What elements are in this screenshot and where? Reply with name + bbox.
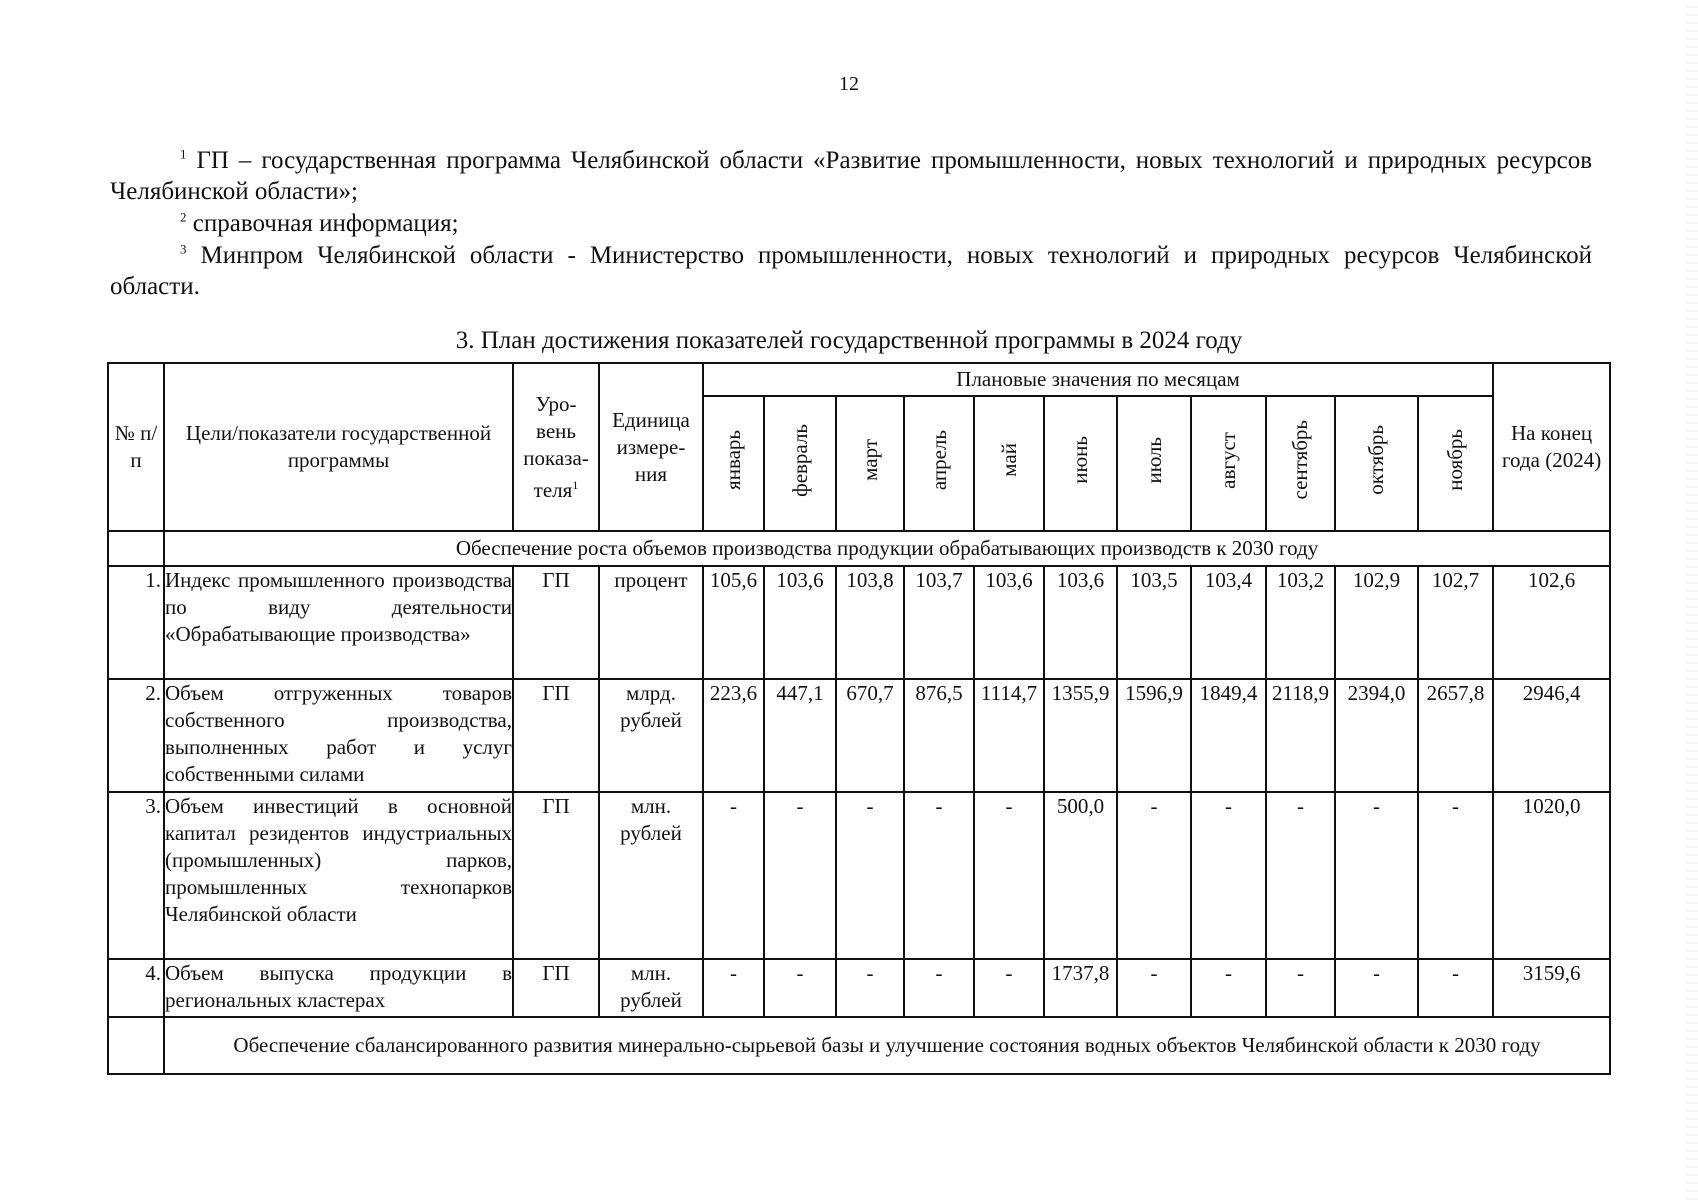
row-unit: млн. рублей — [599, 792, 703, 959]
value-cell: 2118,9 — [1266, 679, 1335, 792]
month-label: январь — [721, 430, 745, 490]
month-header — [1335, 396, 1418, 531]
row-name: Объем инвестиций в основной капитал резидентов индустриальных (промышленных) парков, промышленных технопарков Челябинской области — [164, 792, 513, 959]
footnote-1 — [110, 145, 1592, 207]
value-cell: - — [904, 959, 974, 1017]
year-end-cell: 1020,0 — [1493, 792, 1610, 959]
value-cell: - — [836, 792, 904, 959]
month-label: апрель — [926, 429, 951, 491]
header-level-text: Уро-вень показа-теля — [523, 391, 589, 502]
month-label: март — [857, 439, 882, 481]
indicators-table — [107, 362, 1611, 1075]
month-header — [1044, 396, 1117, 531]
month-header — [974, 396, 1044, 531]
value-cell: - — [1266, 959, 1335, 1017]
value-cell: - — [1191, 792, 1266, 959]
footnote-mark: 1 — [180, 146, 187, 162]
footnote-3 — [110, 240, 1592, 302]
value-cell: 103,6 — [1044, 566, 1117, 679]
value-cell: 103,2 — [1266, 566, 1335, 679]
header-num: № п/п — [108, 363, 164, 531]
month-header — [1117, 396, 1191, 531]
value-cell: 103,5 — [1117, 566, 1191, 679]
header-year-end: На конец года (2024) — [1493, 363, 1610, 531]
row-unit: млн. рублей — [599, 959, 703, 1017]
month-label: июль — [1141, 436, 1166, 484]
value-cell: - — [904, 792, 974, 959]
section-title: 3. План достижения показателей государственной программы в 2024 году — [455, 327, 1243, 354]
row-num: 3. — [108, 792, 164, 959]
month-label: сентябрь — [1288, 420, 1312, 500]
value-cell: - — [836, 959, 904, 1017]
header-monthly-group: Плановые значения по месяцам — [703, 363, 1493, 396]
value-cell: 103,8 — [836, 566, 904, 679]
row-level: ГП — [513, 679, 599, 792]
header-level-sup: 1 — [572, 477, 579, 492]
value-cell: - — [1191, 959, 1266, 1017]
row-num: 1. — [108, 566, 164, 679]
value-cell: - — [1418, 792, 1493, 959]
row-name: Объем отгруженных товаров собственного производства, выполненных работ и услуг собственными силами — [164, 679, 513, 792]
value-cell: 1114,7 — [974, 679, 1044, 792]
month-header — [1266, 396, 1335, 531]
footnote-2 — [110, 208, 1592, 239]
month-label: май — [996, 443, 1021, 477]
row-level: ГП — [513, 959, 599, 1017]
row-num: 4. — [108, 959, 164, 1017]
row-level: ГП — [513, 792, 599, 959]
value-cell: - — [974, 959, 1044, 1017]
month-header — [836, 396, 904, 531]
row-name: Индекс промышленного производства по виду деятельности «Обрабатывающие производства» — [164, 566, 513, 679]
value-cell: 103,7 — [904, 566, 974, 679]
value-cell: 670,7 — [836, 679, 904, 792]
value-cell: - — [1117, 792, 1191, 959]
row-unit: процент — [599, 566, 703, 679]
month-label: октябрь — [1364, 425, 1388, 495]
year-end-cell: 2946,4 — [1493, 679, 1610, 792]
value-cell: 2394,0 — [1335, 679, 1418, 792]
value-cell: - — [1266, 792, 1335, 959]
value-cell: - — [703, 792, 764, 959]
row-unit: млрд. рублей — [599, 679, 703, 792]
value-cell: 103,4 — [1191, 566, 1266, 679]
value-cell: 102,9 — [1335, 566, 1418, 679]
empty-cell — [108, 531, 164, 566]
value-cell: 1849,4 — [1191, 679, 1266, 792]
value-cell: 1596,9 — [1117, 679, 1191, 792]
value-cell: 105,6 — [703, 566, 764, 679]
year-end-cell: 3159,6 — [1493, 959, 1610, 1017]
footnote-mark: 3 — [180, 241, 187, 257]
value-cell: 223,6 — [703, 679, 764, 792]
page-number: 12 — [839, 73, 859, 95]
month-label: июнь — [1068, 436, 1092, 484]
month-label: февраль — [787, 423, 812, 497]
value-cell: - — [1117, 959, 1191, 1017]
value-cell: - — [764, 792, 836, 959]
row-level: ГП — [513, 566, 599, 679]
year-end-cell: 102,6 — [1493, 566, 1610, 679]
month-label: ноябрь — [1443, 429, 1468, 491]
value-cell: - — [764, 959, 836, 1017]
value-cell: 447,1 — [764, 679, 836, 792]
value-cell: - — [1335, 792, 1418, 959]
row-name: Объем выпуска продукции в региональных кластерах — [164, 959, 513, 1017]
value-cell: - — [1418, 959, 1493, 1017]
section-row-1: Обеспечение роста объемов производства продукции обрабатывающих производств к 2030 году — [164, 531, 1610, 566]
value-cell: 102,7 — [1418, 566, 1493, 679]
header-unit: Единица измере-ния — [599, 363, 703, 531]
month-header — [764, 396, 836, 531]
footnote-text: справочная информация; — [192, 210, 459, 237]
empty-cell — [108, 1017, 164, 1074]
section-row-2: Обеспечение сбалансированного развития минерально-сырьевой базы и улучшение состояния водных объектов Челябинской области к 2030 году — [164, 1017, 1610, 1074]
value-cell: 876,5 — [904, 679, 974, 792]
month-header — [703, 396, 764, 531]
value-cell: 500,0 — [1044, 792, 1117, 959]
value-cell: 103,6 — [764, 566, 836, 679]
value-cell: - — [974, 792, 1044, 959]
value-cell: 103,6 — [974, 566, 1044, 679]
footnote-text: Минпром Челябинской области - Министерство промышленности, новых технологий и природных ресурсов Челябинской области. — [110, 242, 1592, 300]
value-cell: 2657,8 — [1418, 679, 1493, 792]
header-level — [513, 363, 599, 531]
value-cell: - — [703, 959, 764, 1017]
header-goal: Цели/показатели государственной программы — [164, 363, 513, 531]
month-header — [1191, 396, 1266, 531]
month-header — [1418, 396, 1493, 531]
value-cell: - — [1335, 959, 1418, 1017]
footnote-text: ГП – государственная программа Челябинской области «Развитие промышленности, новых технологий и природных ресурсов Челябинской области»; — [110, 147, 1592, 205]
footnote-mark: 2 — [180, 209, 187, 225]
month-header — [904, 396, 974, 531]
month-label: август — [1216, 431, 1240, 489]
value-cell: 1737,8 — [1044, 959, 1117, 1017]
value-cell: 1355,9 — [1044, 679, 1117, 792]
row-num: 2. — [108, 679, 164, 792]
scan-edge — [1686, 0, 1698, 1200]
